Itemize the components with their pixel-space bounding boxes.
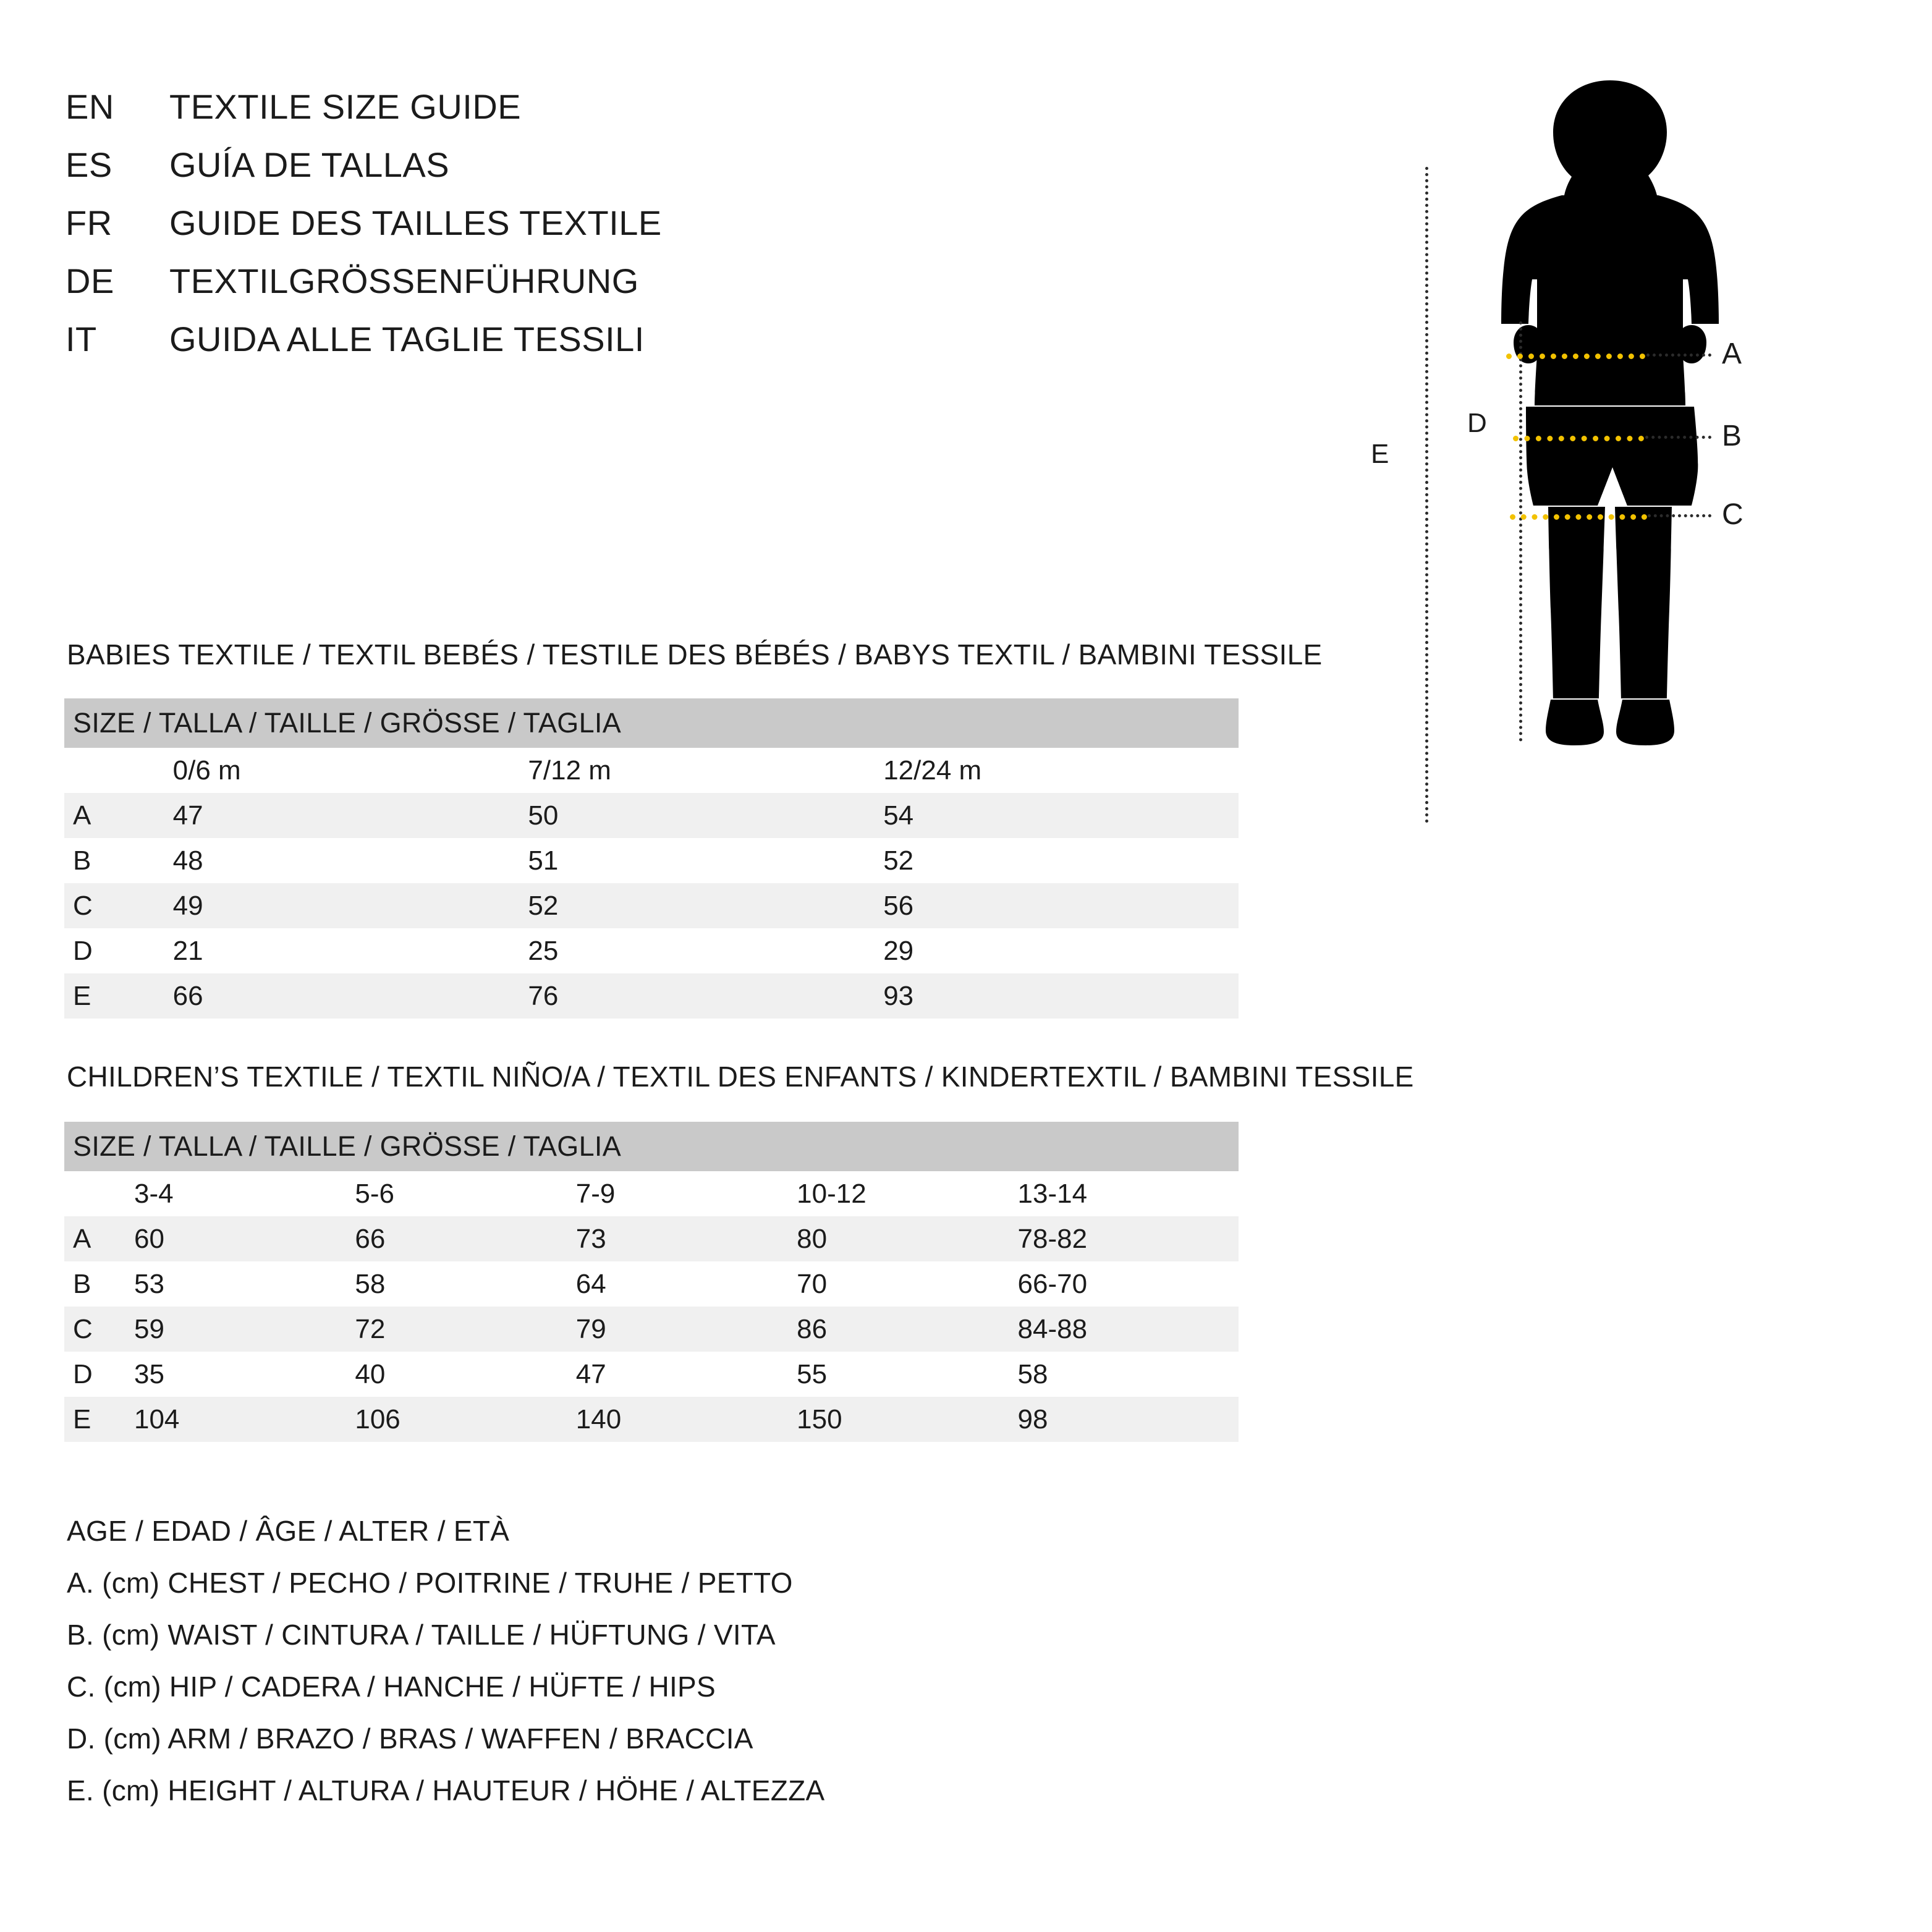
children-d-2: 47 <box>576 1352 797 1397</box>
table-row <box>64 1352 1239 1397</box>
babies-table-header: SIZE / TALLA / TAILLE / GRÖSSE / TAGLIA <box>64 698 1239 748</box>
table-row <box>64 928 1239 973</box>
children-column-2: 7-9 <box>576 1171 797 1216</box>
figure-label-c: C <box>1722 498 1743 531</box>
table-column-row <box>64 1171 1239 1216</box>
babies-a-2: 54 <box>883 793 1239 838</box>
children-a-4: 78-82 <box>1018 1216 1239 1261</box>
children-c-2: 79 <box>576 1307 797 1352</box>
language-title-es: GUÍA DE TALLAS <box>169 145 450 184</box>
children-b-0: 53 <box>134 1261 355 1307</box>
children-c-0: 59 <box>134 1307 355 1352</box>
babies-a-0: 47 <box>173 793 528 838</box>
language-title-it: GUIDA ALLE TAGLIE TESSILI <box>169 320 645 358</box>
babies-row-label-c: C <box>64 883 173 928</box>
figure-label-a: A <box>1722 337 1742 370</box>
children-c-3: 86 <box>797 1307 1017 1352</box>
legend-waist: B. (cm) WAIST / CINTURA / TAILLE / HÜFTUNG / VITA <box>67 1619 776 1651</box>
hip-leader-line <box>1648 514 1711 517</box>
babies-row-label-e: E <box>64 973 173 1019</box>
babies-a-1: 50 <box>528 793 883 838</box>
children-a-1: 66 <box>355 1216 575 1261</box>
measurement-legend <box>67 1514 1426 1826</box>
children-a-0: 60 <box>134 1216 355 1261</box>
legend-arm: D. (cm) ARM / BRAZO / BRAS / WAFFEN / BRACCIA <box>67 1722 753 1755</box>
legend-hip: C. (cm) HIP / CADERA / HANCHE / HÜFTE / HIPS <box>67 1671 716 1703</box>
children-section-caption: CHILDREN’S TEXTILE / TEXTIL NIÑO/A / TEXTIL DES ENFANTS / KINDERTEXTIL / BAMBINI TESSILE <box>67 1061 1414 1093</box>
children-e-2: 140 <box>576 1397 797 1442</box>
arm-guide-line <box>1519 321 1522 742</box>
children-c-1: 72 <box>355 1307 575 1352</box>
children-b-1: 58 <box>355 1261 575 1307</box>
children-row-label-b: B <box>64 1261 134 1307</box>
language-title-en: TEXTILE SIZE GUIDE <box>169 87 522 126</box>
children-row-label-a: A <box>64 1216 134 1261</box>
children-b-4: 66-70 <box>1018 1261 1239 1307</box>
figure-label-d: D <box>1467 408 1487 438</box>
children-table-header: SIZE / TALLA / TAILLE / GRÖSSE / TAGLIA <box>64 1122 1239 1171</box>
language-code-fr: FR <box>66 203 112 242</box>
children-column-4: 13-14 <box>1018 1171 1239 1216</box>
babies-d-2: 29 <box>883 928 1239 973</box>
babies-column-0: 0/6 m <box>173 748 528 793</box>
children-row-label-c: C <box>64 1307 134 1352</box>
table-row <box>64 1261 1239 1307</box>
babies-c-0: 49 <box>173 883 528 928</box>
children-d-1: 40 <box>355 1352 575 1397</box>
language-code-en: EN <box>66 87 114 126</box>
children-d-3: 55 <box>797 1352 1017 1397</box>
children-row-label-d: D <box>64 1352 134 1397</box>
children-e-4: 98 <box>1018 1397 1239 1442</box>
children-d-0: 35 <box>134 1352 355 1397</box>
babies-e-2: 93 <box>883 973 1239 1019</box>
children-d-4: 58 <box>1018 1352 1239 1397</box>
table-header-row <box>64 698 1239 748</box>
babies-b-0: 48 <box>173 838 528 883</box>
babies-d-0: 21 <box>173 928 528 973</box>
waist-measure-line <box>1513 436 1644 441</box>
column-corner <box>64 748 173 793</box>
chest-measure-line <box>1506 354 1645 359</box>
language-code-es: ES <box>66 145 112 184</box>
children-column-0: 3-4 <box>134 1171 355 1216</box>
children-size-table <box>64 1122 1239 1442</box>
children-e-0: 104 <box>134 1397 355 1442</box>
children-row-label-e: E <box>64 1397 134 1442</box>
table-row <box>64 1397 1239 1442</box>
language-row-fr <box>66 203 931 261</box>
table-row <box>64 973 1239 1019</box>
babies-column-1: 7/12 m <box>528 748 883 793</box>
babies-row-label-b: B <box>64 838 173 883</box>
height-guide-line <box>1425 167 1428 823</box>
language-row-en <box>66 87 931 145</box>
babies-b-1: 51 <box>528 838 883 883</box>
waist-leader-line <box>1645 436 1711 439</box>
table-row <box>64 1216 1239 1261</box>
language-row-it <box>66 319 931 377</box>
babies-b-2: 52 <box>883 838 1239 883</box>
babies-column-2: 12/24 m <box>883 748 1239 793</box>
babies-row-label-a: A <box>64 793 173 838</box>
children-a-3: 80 <box>797 1216 1017 1261</box>
children-e-3: 150 <box>797 1397 1017 1442</box>
language-code-it: IT <box>66 320 97 358</box>
children-b-2: 64 <box>576 1261 797 1307</box>
babies-section-caption: BABIES TEXTILE / TEXTIL BEBÉS / TESTILE DES BÉBÉS / BABYS TEXTIL / BAMBINI TESSILE <box>67 638 1323 671</box>
table-row <box>64 883 1239 928</box>
child-silhouette-icon <box>1486 74 1734 748</box>
babies-size-table <box>64 698 1239 1019</box>
table-row <box>64 1307 1239 1352</box>
language-row-de <box>66 261 931 319</box>
table-column-row <box>64 748 1239 793</box>
figure-label-b: B <box>1722 420 1742 452</box>
language-title-de: TEXTILGRÖSSENFÜHRUNG <box>169 261 639 300</box>
table-row <box>64 793 1239 838</box>
children-e-1: 106 <box>355 1397 575 1442</box>
babies-e-1: 76 <box>528 973 883 1019</box>
column-corner <box>64 1171 134 1216</box>
language-title-block <box>66 87 931 377</box>
babies-d-1: 25 <box>528 928 883 973</box>
children-b-3: 70 <box>797 1261 1017 1307</box>
language-row-es <box>66 145 931 203</box>
legend-age: AGE / EDAD / ÂGE / ALTER / ETÀ <box>67 1515 510 1547</box>
legend-chest: A. (cm) CHEST / PECHO / POITRINE / TRUHE / PETTO <box>67 1567 793 1599</box>
chest-leader-line <box>1646 354 1711 357</box>
language-code-de: DE <box>66 261 114 300</box>
children-c-4: 84-88 <box>1018 1307 1239 1352</box>
babies-c-1: 52 <box>528 883 883 928</box>
children-column-1: 5-6 <box>355 1171 575 1216</box>
table-row <box>64 838 1239 883</box>
language-title-fr: GUIDE DES TAILLES TEXTILE <box>169 203 662 242</box>
legend-height: E. (cm) HEIGHT / ALTURA / HAUTEUR / HÖHE / ALTEZZA <box>67 1774 825 1807</box>
babies-c-2: 56 <box>883 883 1239 928</box>
children-column-3: 10-12 <box>797 1171 1017 1216</box>
figure-label-e: E <box>1371 439 1389 469</box>
babies-row-label-d: D <box>64 928 173 973</box>
hip-measure-line <box>1510 514 1647 520</box>
children-a-2: 73 <box>576 1216 797 1261</box>
table-header-row <box>64 1122 1239 1171</box>
babies-e-0: 66 <box>173 973 528 1019</box>
measurement-figure <box>1371 74 1860 766</box>
